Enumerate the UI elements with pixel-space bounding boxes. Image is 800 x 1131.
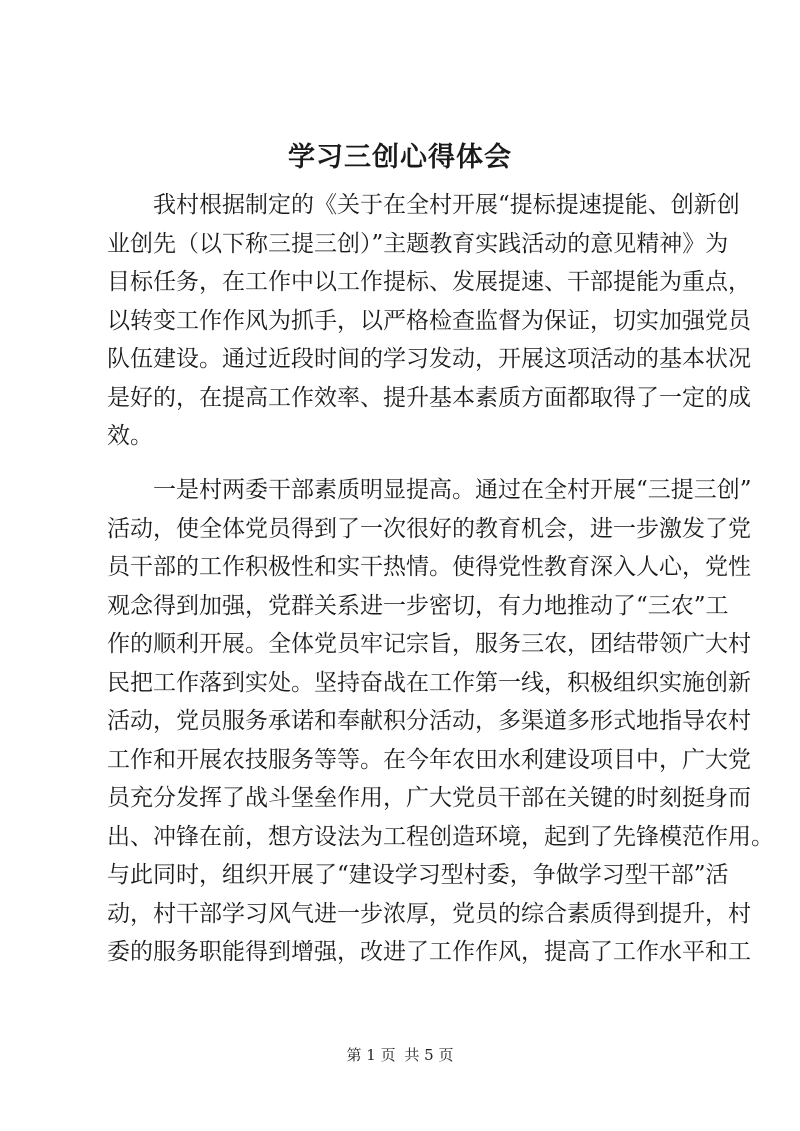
paragraph-line: 一是村两委干部素质明显提高。通过在全村开展“三提三创” — [153, 477, 752, 503]
page-total: 共 5 页 — [404, 1046, 454, 1064]
paragraph-line: 员干部的工作积极性和实干热情。使得党性教育深入人心，党性 — [107, 554, 751, 580]
paragraph-line: 业创先（以下称三提三创）”主题教育实践活动的意见精神》为 — [107, 230, 729, 257]
page-footer — [0, 1045, 800, 1065]
paragraph-line: 以转变工作作风为抓手，以严格检查监督为保证，切实加强党员 — [107, 307, 751, 334]
paragraph-intro — [107, 186, 751, 456]
paragraph-line: 活动，党员服务承诺和奉献积分活动，多渠道多形式地指导农村 — [107, 708, 751, 734]
paragraph-line: 我村根据制定的《关于在全村开展“提标提速提能、创新创 — [153, 192, 740, 218]
page-number: 第 1 页 — [346, 1046, 396, 1064]
paragraph-line: 是好的，在提高工作效率、提升基本素质方面都取得了一定的成 — [107, 384, 751, 411]
paragraph-line: 活动，使全体党员得到了一次很好的教育机会，进一步激发了党 — [107, 515, 751, 542]
paragraph-line: 效。 — [107, 423, 153, 449]
paragraph-line: 员充分发挥了战斗堡垒作用，广大党员干部在关键的时刻挺身而 — [107, 785, 751, 811]
paragraph-line: 工作和开展农技服务等等。在今年农田水利建设项目中，广大党 — [107, 746, 751, 773]
paragraph-line: 出、冲锋在前，想方设法为工程创造环境，起到了先锋模范作用。 — [107, 823, 774, 850]
paragraph-line: 作的顺利开展。全体党员牢记宗旨，服务三农，团结带领广大村 — [107, 631, 751, 657]
paragraph-line: 与此同时，组织开展了“建设学习型村委，争做学习型干部”活 — [107, 862, 729, 888]
paragraph-line: 动，村干部学习风气进一步浓厚，党员的综合素质得到提升，村 — [107, 900, 751, 927]
paragraph-line: 民把工作落到实处。坚持奋战在工作第一线，积极组织实施创新 — [107, 669, 751, 696]
paragraph-line: 目标任务，在工作中以工作提标、发展提速、干部提能为重点， — [107, 269, 751, 295]
paragraph-point-one — [107, 471, 774, 972]
paragraph-line: 观念得到加强，党群关系进一步密切，有力地推动了“三农”工 — [107, 592, 729, 619]
paragraph-line: 委的服务职能得到增强，改进了工作作风，提高了工作水平和工 — [107, 939, 751, 965]
document-title: 学习三创心得体会 — [288, 142, 512, 173]
paragraph-line: 队伍建设。通过近段时间的学习发动，开展这项活动的基本状况 — [107, 346, 751, 372]
